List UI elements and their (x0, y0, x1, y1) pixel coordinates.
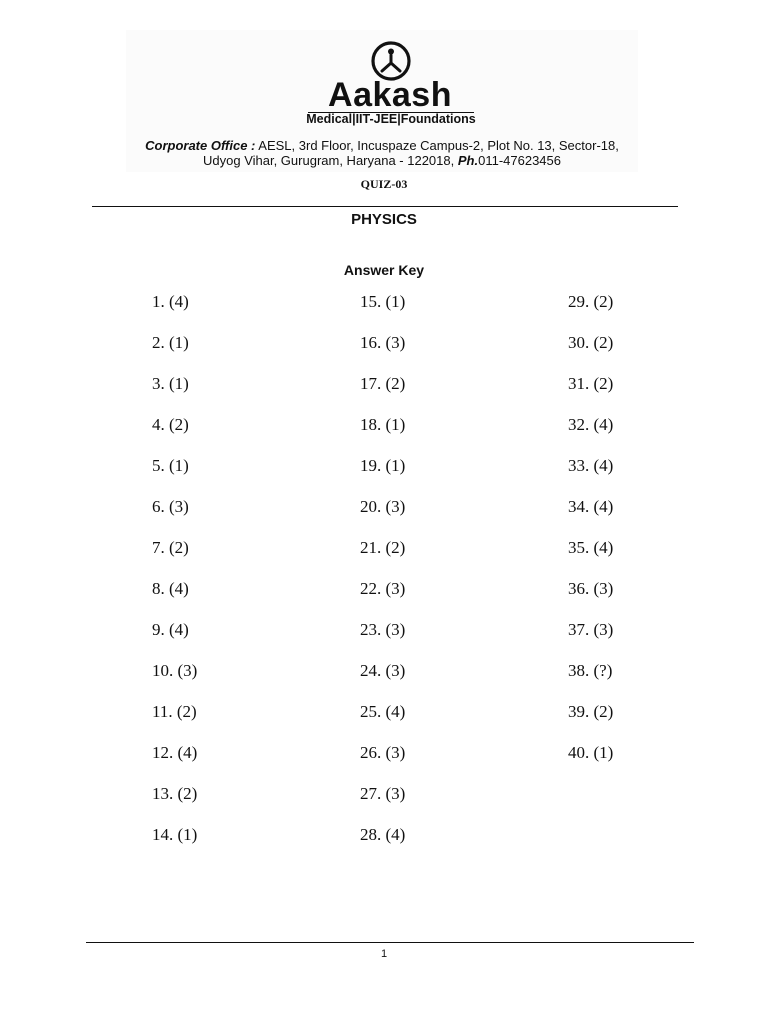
answer-item: 2. (1) (152, 333, 189, 352)
corporate-office-line-2 (126, 153, 638, 168)
answer-item: 35. (4) (568, 538, 614, 557)
header-divider (92, 206, 678, 207)
answer-item: 32. (4) (568, 415, 614, 434)
answer-item: 26. (3) (360, 743, 406, 762)
answer-item: 16. (3) (360, 333, 406, 352)
answer-item: 17. (2) (360, 374, 406, 393)
answer-item: 38. (?) (568, 661, 613, 680)
answer-item: 22. (3) (360, 579, 406, 598)
phone-label: Ph. (457, 153, 479, 168)
answer-item: 24. (3) (360, 661, 406, 680)
phone-number: 011-47623456 (478, 153, 561, 168)
answer-item: 15. (1) (360, 292, 406, 311)
footer-divider (86, 942, 694, 943)
answer-item: 4. (2) (152, 415, 189, 434)
quiz-id: QUIZ-03 (360, 177, 408, 191)
answer-item: 6. (3) (152, 497, 189, 516)
answer-item: 21. (2) (360, 538, 406, 557)
answer-item: 8. (4) (152, 579, 189, 598)
page-number: 1 (380, 948, 388, 960)
answer-column-2 (360, 290, 405, 864)
answer-item: 28. (4) (360, 825, 406, 844)
subject-title: PHYSICS (351, 211, 417, 228)
answer-item: 39. (2) (568, 702, 614, 721)
answer-column-1 (152, 290, 197, 864)
corporate-office-address-2: Udyog Vihar, Gurugram, Haryana - 122018, (203, 153, 455, 168)
answer-item: 36. (3) (568, 579, 614, 598)
corporate-office-address-1: AESL, 3rd Floor, Incuspaze Campus-2, Plot No. 13, Sector-18, (258, 138, 619, 153)
answer-item: 27. (3) (360, 784, 406, 803)
answer-column-3 (568, 290, 613, 782)
answer-item: 9. (4) (152, 620, 189, 639)
answer-item: 10. (3) (152, 661, 198, 680)
answer-item: 12. (4) (152, 743, 198, 762)
answer-item: 5. (1) (152, 456, 189, 475)
brand-name: Aakash (328, 76, 452, 114)
answer-item: 19. (1) (360, 456, 406, 475)
corporate-office-line-1 (126, 138, 638, 153)
answer-item: 18. (1) (360, 415, 406, 434)
answer-item: 1. (4) (152, 292, 189, 311)
answer-item: 23. (3) (360, 620, 406, 639)
answer-item: 34. (4) (568, 497, 614, 516)
answer-item: 30. (2) (568, 333, 614, 352)
brand-tagline: Medical|IIT-JEE|Foundations (306, 112, 476, 126)
answer-item: 20. (3) (360, 497, 406, 516)
corporate-office-label: Corporate Office : (145, 138, 256, 153)
answer-item: 33. (4) (568, 456, 614, 475)
answer-key-title: Answer Key (343, 262, 425, 278)
answer-item: 37. (3) (568, 620, 614, 639)
answer-item: 7. (2) (152, 538, 189, 557)
answer-item: 13. (2) (152, 784, 198, 803)
answer-item: 31. (2) (568, 374, 614, 393)
answer-item: 40. (1) (568, 743, 614, 762)
answer-item: 14. (1) (152, 825, 198, 844)
answer-item: 25. (4) (360, 702, 406, 721)
answer-item: 29. (2) (568, 292, 614, 311)
answer-item: 3. (1) (152, 374, 189, 393)
answer-item: 11. (2) (152, 702, 197, 721)
